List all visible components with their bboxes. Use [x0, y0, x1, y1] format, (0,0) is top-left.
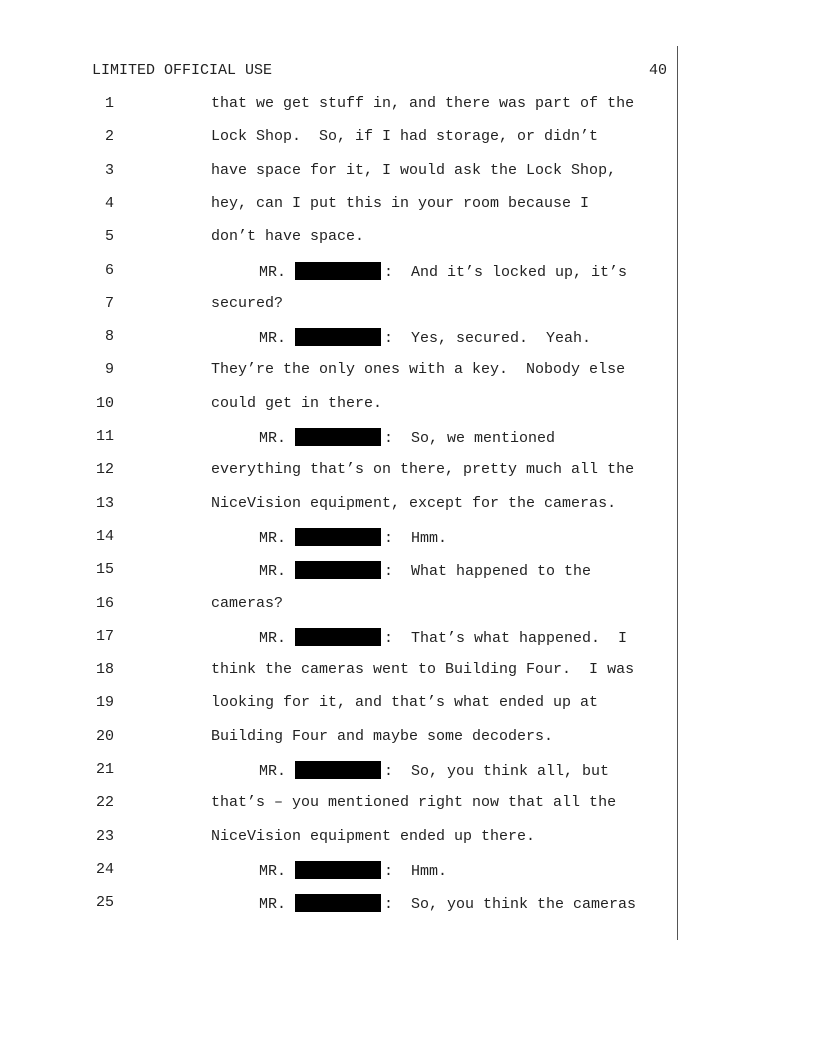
line-number: 10: [95, 395, 114, 412]
redaction-box: [295, 262, 381, 280]
transcript-line: [0, 195, 680, 215]
line-number: 11: [95, 428, 114, 445]
redaction-box: [295, 328, 381, 346]
speech-text: : Hmm.: [384, 863, 448, 880]
speech-text: : Hmm.: [384, 530, 448, 547]
line-text: [259, 861, 447, 880]
line-text: that we get stuff in, and there was part of the: [211, 95, 635, 112]
speech-text: : And it’s locked up, it’s: [384, 264, 628, 281]
line-text: don’t have space.: [211, 228, 365, 245]
line-number: 22: [95, 794, 114, 811]
redaction-box: [295, 528, 381, 546]
transcript-line: [0, 794, 680, 814]
speaker-label: MR.: [259, 630, 287, 647]
line-number: 9: [104, 361, 114, 378]
speech-text: : Yes, secured. Yeah.: [384, 330, 592, 347]
line-number: 5: [104, 228, 114, 245]
line-text: have space for it, I would ask the Lock Shop,: [211, 162, 617, 179]
line-number: 17: [95, 628, 114, 645]
transcript-line: [0, 162, 680, 182]
line-text: think the cameras went to Building Four. I was: [211, 661, 635, 678]
transcript-line: [0, 894, 680, 914]
line-number: 18: [95, 661, 114, 678]
speaker-label: MR.: [259, 264, 287, 281]
line-number: 14: [95, 528, 114, 545]
speech-text: : So, you think the cameras: [384, 896, 637, 913]
transcript-line: [0, 761, 680, 781]
speech-text: : So, we mentioned: [384, 430, 556, 447]
line-number: 6: [104, 262, 114, 279]
line-number: 4: [104, 195, 114, 212]
transcript-line: [0, 694, 680, 714]
line-text: everything that’s on there, pretty much all the: [211, 461, 635, 478]
redaction-box: [295, 761, 381, 779]
line-text: hey, can I put this in your room because I: [211, 195, 590, 212]
line-text: [259, 628, 627, 647]
line-number: 8: [104, 328, 114, 345]
line-text: They’re the only ones with a key. Nobody else: [211, 361, 626, 378]
line-text: Lock Shop. So, if I had storage, or didn’t: [211, 128, 599, 145]
speaker-label: MR.: [259, 430, 287, 447]
transcript-line: [0, 461, 680, 481]
line-text: [259, 428, 555, 447]
speaker-label: MR.: [259, 896, 287, 913]
line-number: 15: [95, 561, 114, 578]
header-classification: LIMITED OFFICIAL USE: [92, 62, 273, 79]
transcript-line: [0, 228, 680, 248]
speaker-label: MR.: [259, 863, 287, 880]
redaction-box: [295, 628, 381, 646]
transcript-line: [0, 395, 680, 415]
redaction-box: [295, 894, 381, 912]
transcript-line: [0, 728, 680, 748]
transcript-line: [0, 495, 680, 515]
transcript-line: [0, 528, 680, 548]
line-text: [259, 328, 591, 347]
speaker-label: MR.: [259, 530, 287, 547]
transcript-line: [0, 828, 680, 848]
line-text: that’s – you mentioned right now that all the: [211, 794, 617, 811]
line-text: [259, 761, 609, 780]
line-text: secured?: [211, 295, 284, 312]
line-number: 20: [95, 728, 114, 745]
transcript-line: [0, 661, 680, 681]
speaker-label: MR.: [259, 563, 287, 580]
transcript-line: [0, 595, 680, 615]
transcript-line: [0, 95, 680, 115]
line-number: 21: [95, 761, 114, 778]
transcript-line: [0, 361, 680, 381]
speech-text: : That’s what happened. I: [384, 630, 628, 647]
line-number: 12: [95, 461, 114, 478]
line-number: 19: [95, 694, 114, 711]
redaction-box: [295, 561, 381, 579]
line-number: 25: [95, 894, 114, 911]
line-text: [259, 528, 447, 547]
line-text: [259, 894, 636, 913]
transcript-line: [0, 861, 680, 881]
line-number: 13: [95, 495, 114, 512]
line-number: 24: [95, 861, 114, 878]
transcript-line: [0, 628, 680, 648]
line-text: looking for it, and that’s what ended up at: [211, 694, 599, 711]
transcript-line: [0, 128, 680, 148]
page-number: 40: [649, 62, 668, 79]
transcript-line: [0, 262, 680, 282]
line-number: 1: [104, 95, 114, 112]
line-number: 23: [95, 828, 114, 845]
redaction-box: [295, 861, 381, 879]
line-text: cameras?: [211, 595, 284, 612]
transcript-line: [0, 561, 680, 581]
redaction-box: [295, 428, 381, 446]
line-number: 7: [104, 295, 114, 312]
speaker-label: MR.: [259, 330, 287, 347]
line-text: [259, 561, 591, 580]
line-text: NiceVision equipment, except for the cameras.: [211, 495, 617, 512]
transcript-line: [0, 328, 680, 348]
line-text: could get in there.: [211, 395, 383, 412]
line-text: NiceVision equipment ended up there.: [211, 828, 536, 845]
speech-text: : What happened to the: [384, 563, 592, 580]
line-number: 16: [95, 595, 114, 612]
speaker-label: MR.: [259, 763, 287, 780]
line-number: 3: [104, 162, 114, 179]
line-text: [259, 262, 627, 281]
line-text: Building Four and maybe some decoders.: [211, 728, 554, 745]
speech-text: : So, you think all, but: [384, 763, 610, 780]
transcript-line: [0, 295, 680, 315]
line-number: 2: [104, 128, 114, 145]
transcript-line: [0, 428, 680, 448]
